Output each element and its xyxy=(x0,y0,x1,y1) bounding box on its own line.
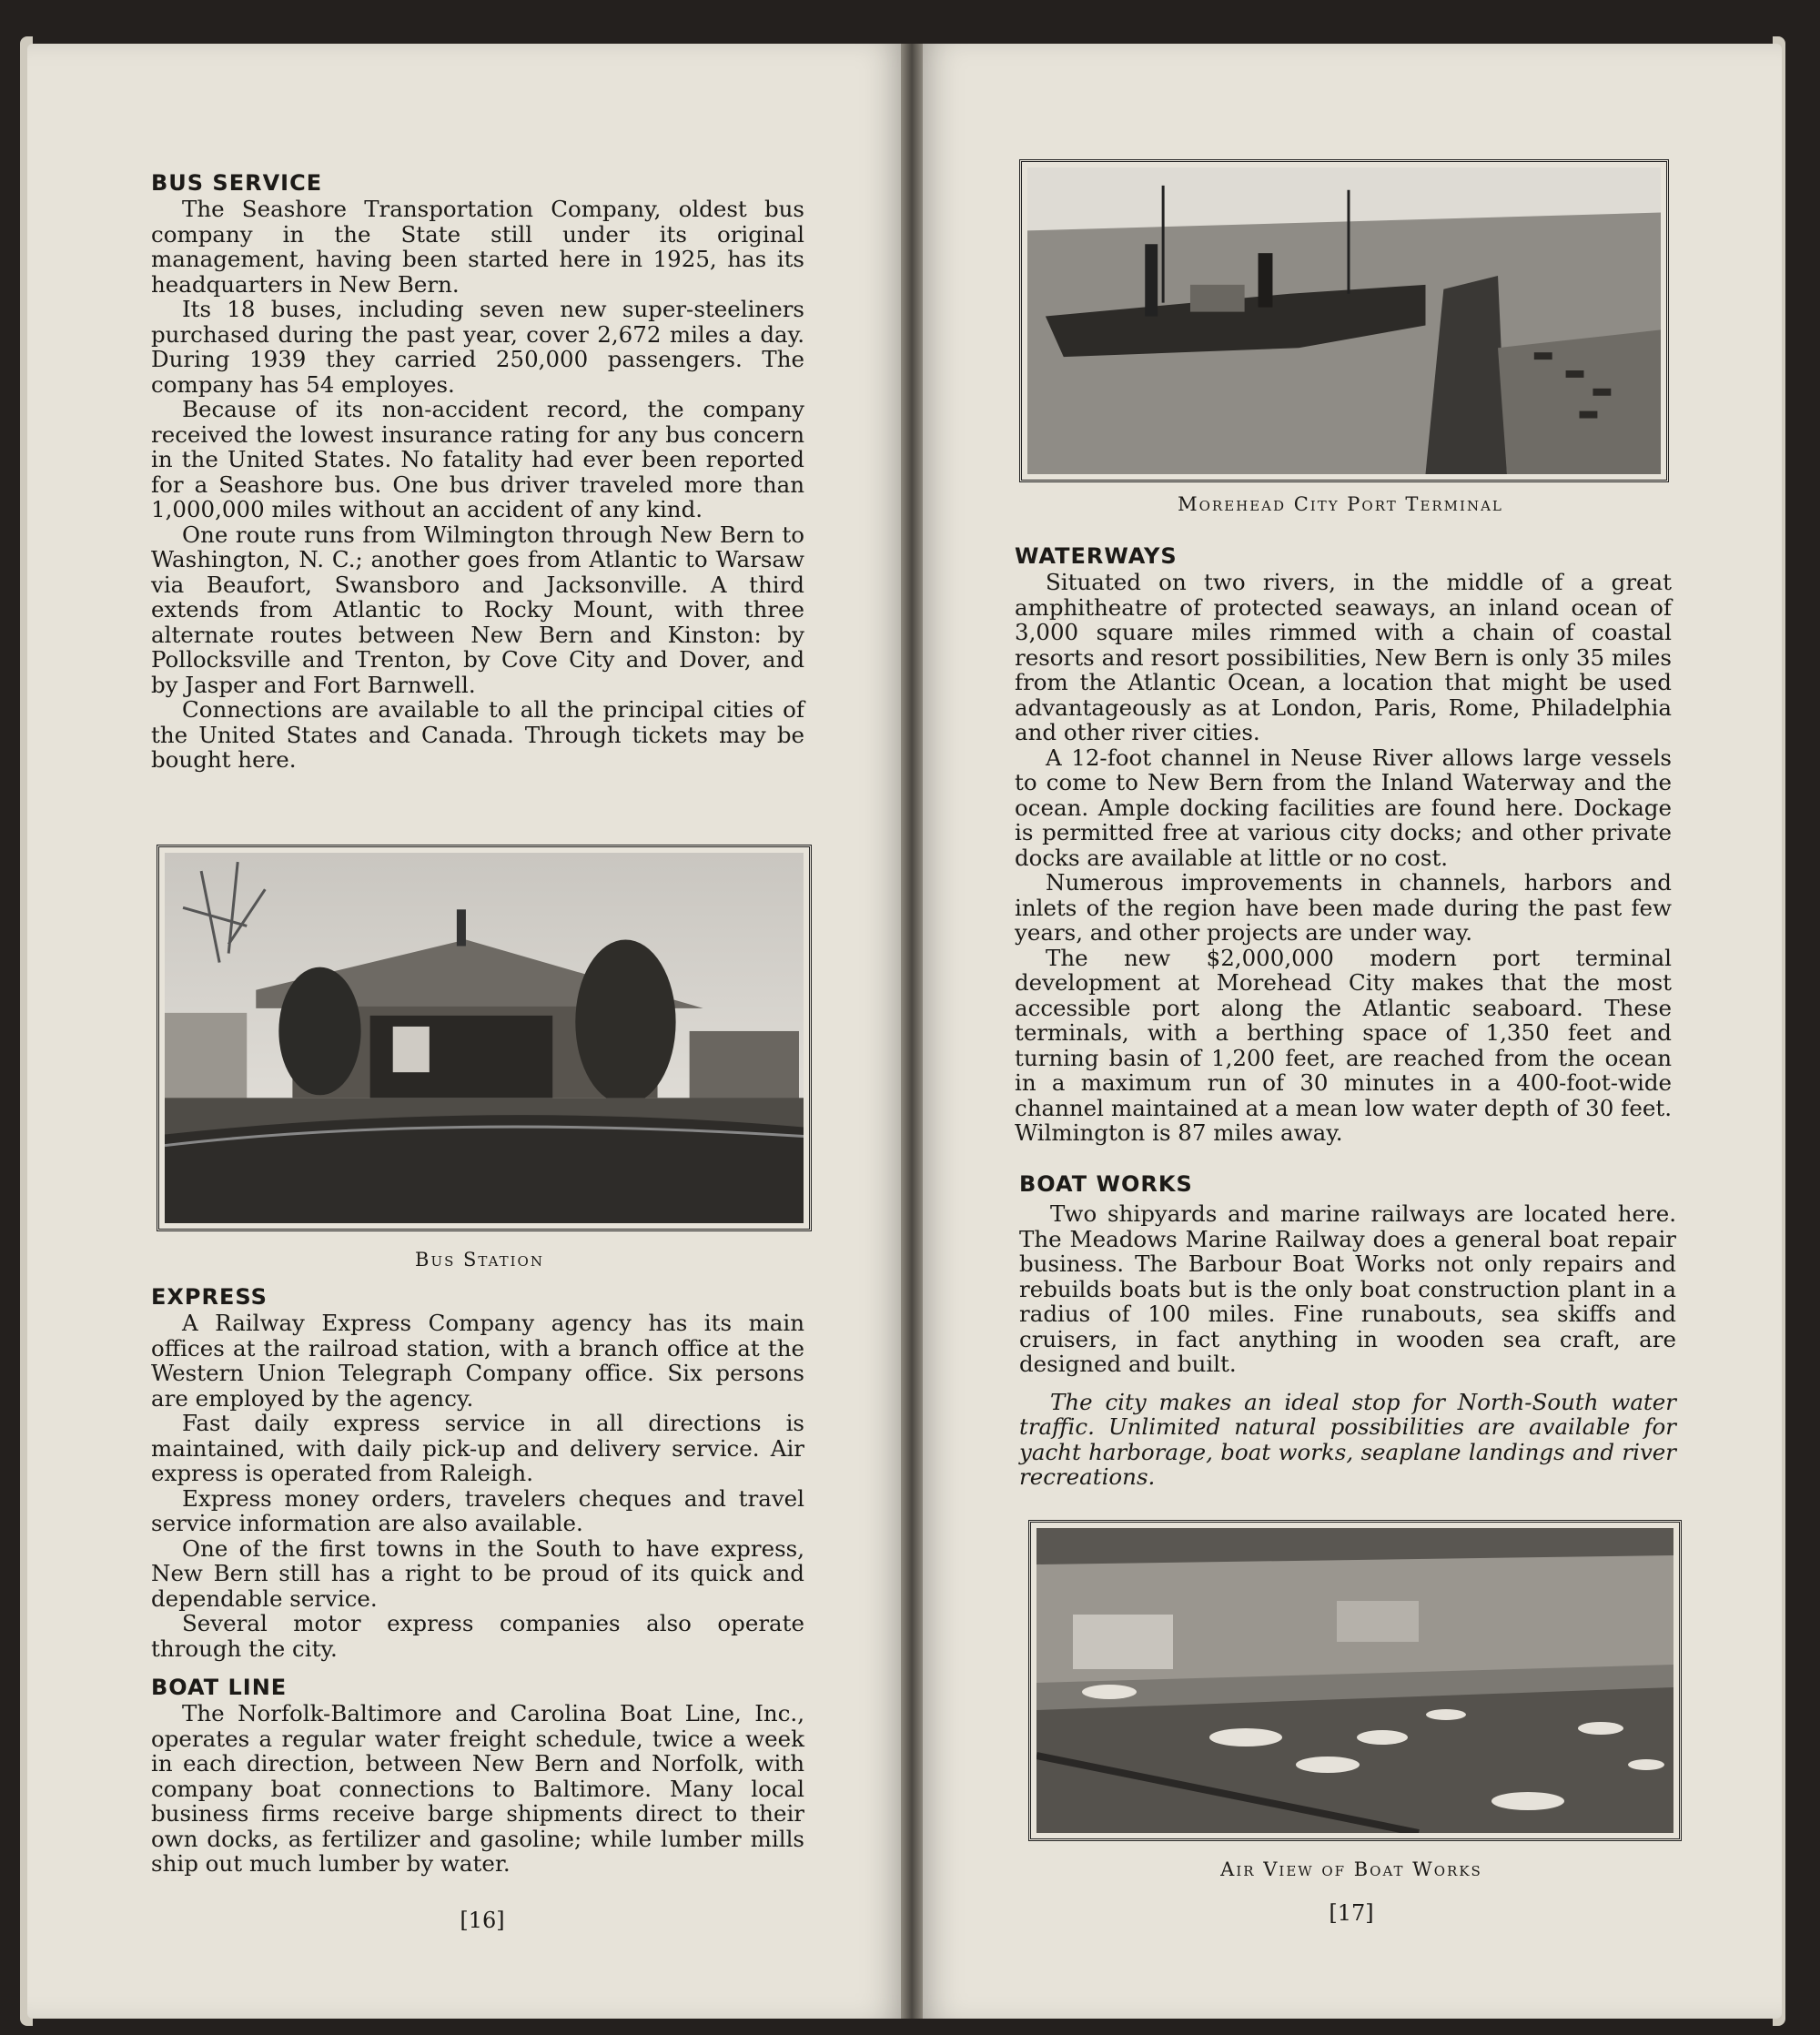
paragraph: A 12-foot channel in Neuse River allows large vessels to come to New Bern from the Inland Waterway and the ocean. Ample docking facilities are found here. Dockage is permitted free at various city docks; and other private docks are available at little or no cost. xyxy=(1015,744,1672,871)
bus-service-heading: BUS SERVICE xyxy=(151,170,323,196)
boat-works-section xyxy=(1019,1170,1676,1490)
page-number-left: [16] xyxy=(460,1908,505,1933)
morehead-terminal-photo xyxy=(1019,159,1669,482)
paragraph: One route runs from Wilmington through New Bern to Washington, N. C.; another goes from Atlantic to Warsaw via Beaufort, Swansboro and Jacksonville. A third extends from Atlantic to Rocky Mount, with three alternate routes between New Bern and Kinston: by Pollocksville and Trenton, by Cove City and Dover, and by Jasper and Fort Barnwell. xyxy=(151,521,804,698)
express-heading: EXPRESS xyxy=(151,1284,268,1310)
italic-note xyxy=(1019,1390,1676,1490)
waterways-section xyxy=(1015,542,1672,1146)
bus-station-photo xyxy=(157,845,812,1231)
paragraph: Fast daily express service in all directions is maintained, with daily pick-up and delivery service. Air express is operated from Raleigh. xyxy=(151,1410,804,1486)
paragraph: The Norfolk-Baltimore and Carolina Boat Line, Inc., operates a regular water freight schedule, twice a week in each direction, between New Bern and Norfolk, with company boat connections to Baltimore. Many local business firms receive barge shipments direct to their own docks, as fertilizer and gasoline; while lumber mills ship out much lumber by water. xyxy=(151,1700,804,1877)
bus-service-section xyxy=(151,169,804,773)
boat-works-photo xyxy=(1028,1520,1682,1841)
express-section xyxy=(151,1283,804,1877)
boat-works-heading: BOAT WORKS xyxy=(1019,1171,1193,1197)
italic-note-text: The city makes an ideal stop for North-South water traffic. Unlimited natural possibilities are available for yacht harborage, boat works, seaplane landings and river recreations. xyxy=(1019,1388,1676,1490)
paragraph: Several motor express companies also operate through the city. xyxy=(151,1610,804,1662)
morehead-caption: Morehead City Port Terminal xyxy=(1178,493,1503,515)
morehead-terminal-image xyxy=(1027,167,1661,474)
boat-works-caption: Air View of Boat Works xyxy=(1220,1858,1482,1880)
bus-station-image xyxy=(165,853,804,1223)
paragraph: Numerous improvements in channels, harbors and inlets of the region have been made during the past few years, and other projects are under way. xyxy=(1015,869,1672,946)
boat-works-image xyxy=(1036,1528,1673,1833)
paragraph: The Seashore Transportation Company, oldest bus company in the State still under its original management, having been started here in 1925, has its headquarters in New Bern. xyxy=(151,196,804,298)
paragraph: Because of its non-accident record, the company received the lowest insurance rating for any bus concern in the United States. No fatality had ever been reported for a Seashore bus. One bus driver traveled more than 1,000,000 miles without an accident of any kind. xyxy=(151,396,804,522)
paragraph: Two shipyards and marine railways are located here. The Meadows Marine Railway does a general boat repair business. The Barbour Boat Works not only repairs and rebuilds boats but is the only boat construction plant in a radius of 100 miles. Fine runabouts, sea skiffs and cruisers, in fact anything in wooden sea craft, are designed and built. xyxy=(1019,1200,1676,1377)
bus-station-caption: Bus Station xyxy=(415,1249,544,1271)
page-number-right: [17] xyxy=(1329,1900,1374,1926)
paragraph: The new $2,000,000 modern port terminal development at Morehead City makes that the most accessible port along the Atlantic seaboard. These terminals, with a berthing space of 1,350 feet and turning basin of 1,200 feet, are reached from the ocean in a maximum run of 30 minutes in a 400-foot-wide channel maintained at a mean low water depth of 30 feet. Wilmington is 87 miles away. xyxy=(1015,944,1672,1146)
paragraph: Situated on two rivers, in the middle of a great amphitheatre of protected seaways, an inland ocean of 3,000 square miles rimmed with a chain of coastal resorts and resort possibilities, New Bern is only 35 miles from the Atlantic Ocean, a location that might be used advantageously as at London, Paris, Rome, Philadelphia and other river cities. xyxy=(1015,569,1672,745)
paragraph: Connections are available to all the principal cities of the United States and Canada. Through tickets may be bought here. xyxy=(151,696,804,773)
paragraph: Its 18 buses, including seven new super-steeliners purchased during the past year, cover 2,672 miles a day. During 1939 they carried 250,000 passengers. The company has 54 employes. xyxy=(151,296,804,398)
paragraph: Express money orders, travelers cheques and travel service information are also available. xyxy=(151,1484,804,1536)
boat-line-heading: BOAT LINE xyxy=(151,1675,288,1700)
paragraph: A Railway Express Company agency has its main offices at the railroad station, with a branch office at the Western Union Telegraph Company office. Six persons are employed by the agency. xyxy=(151,1310,804,1412)
waterways-heading: WATERWAYS xyxy=(1015,543,1178,569)
binding-gutter xyxy=(901,44,923,2019)
paragraph: One of the first towns in the South to have express, New Bern still has a right to be proud of its quick and dependable service. xyxy=(151,1534,804,1612)
